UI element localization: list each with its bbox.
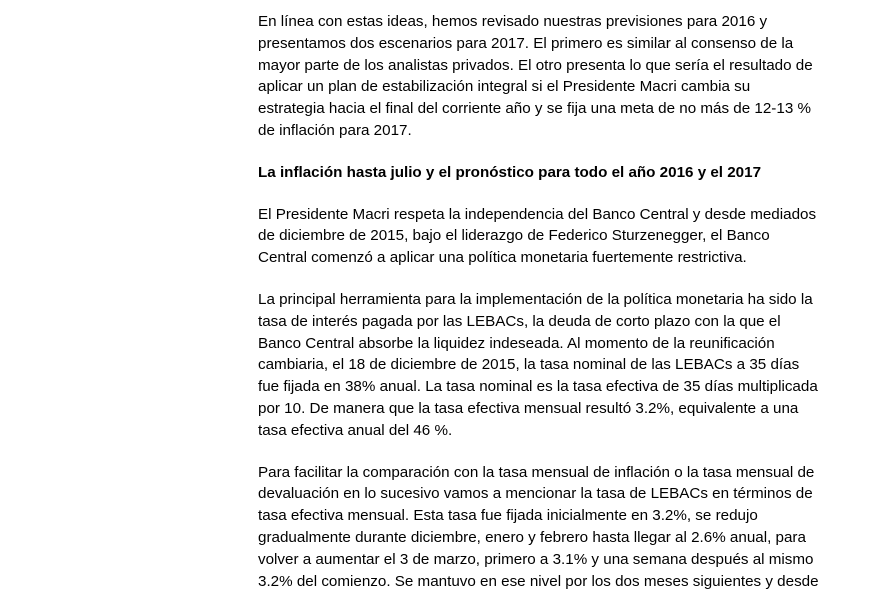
- text-line: En línea con estas ideas, hemos revisado nuestras previsiones para 2016 y: [258, 13, 768, 30]
- text-line: tasa efectiva anual del 46 %.: [258, 421, 453, 439]
- text-line: gradualmente durante diciembre, enero y febrero hasta llegar al 2.6% anual, para: [258, 528, 806, 546]
- document-body: [258, 11, 864, 612]
- paragraph-lebac-rates: [258, 289, 864, 442]
- paragraph-monthly-rate-comparison: [258, 462, 864, 593]
- paragraph-forecast-scenarios: [258, 11, 864, 142]
- text-line: La principal herramienta para la implementación de la política monetaria ha sido la: [258, 290, 813, 308]
- text-line: de inflación para 2017.: [258, 121, 412, 139]
- text-line: volver a aumentar el 3 de marzo, primero a 3.1% y una semana después al mismo: [258, 550, 814, 568]
- text-line: estrategia hacia el final del corriente año y se fija una meta de no más de 12-13 %: [258, 100, 811, 118]
- text-line: de diciembre de 2015, bajo el liderazgo de Federico Sturzenegger, el Banco: [258, 227, 770, 245]
- section-heading: La inflación hasta julio y el pronóstico para todo el año 2016 y el 2017: [258, 163, 762, 181]
- text-line: aplicar un plan de estabilización integral si el Presidente Macri cambia su: [258, 78, 751, 96]
- text-line: 3.2% del comienzo. Se mantuvo en ese nivel por los dos meses siguientes y desde: [258, 572, 819, 590]
- text-line: fue fijada en 38% anual. La tasa nominal es la tasa efectiva de 35 días multiplicada: [258, 378, 818, 396]
- text-line: tasa efectiva mensual. Esta tasa fue fijada inicialmente en 3.2%, se redujo: [258, 507, 758, 525]
- text-line: Central comenzó a aplicar una política monetaria fuertemente restrictiva.: [258, 249, 747, 267]
- text-line: cambiaria, el 18 de diciembre de 2015, la tasa nominal de las LEBACs a 35 días: [258, 356, 800, 374]
- text-line: mayor parte de los analistas privados. El otro presenta lo que sería el resultado de: [258, 56, 813, 74]
- text-line: Para facilitar la comparación con la tasa mensual de inflación o la tasa mensual de: [258, 463, 815, 481]
- paragraph-central-bank-policy: [258, 204, 864, 269]
- text-line: El Presidente Macri respeta la independencia del Banco Central y desde mediados: [258, 205, 817, 223]
- text-line: Banco Central absorbe la liquidez indeseada. Al momento de la reunificación: [258, 334, 775, 352]
- text-line: tasa de interés pagada por las LEBACs, la deuda de corto plazo con la que el: [258, 312, 781, 330]
- text-line: devaluación en lo sucesivo vamos a mencionar la tasa de LEBACs en términos de: [258, 485, 813, 503]
- text-line: presentamos dos escenarios para 2017. El primero es similar al consenso de la: [258, 34, 794, 52]
- text-line: por 10. De manera que la tasa efectiva mensual resultó 3.2%, equivalente a una: [258, 399, 799, 417]
